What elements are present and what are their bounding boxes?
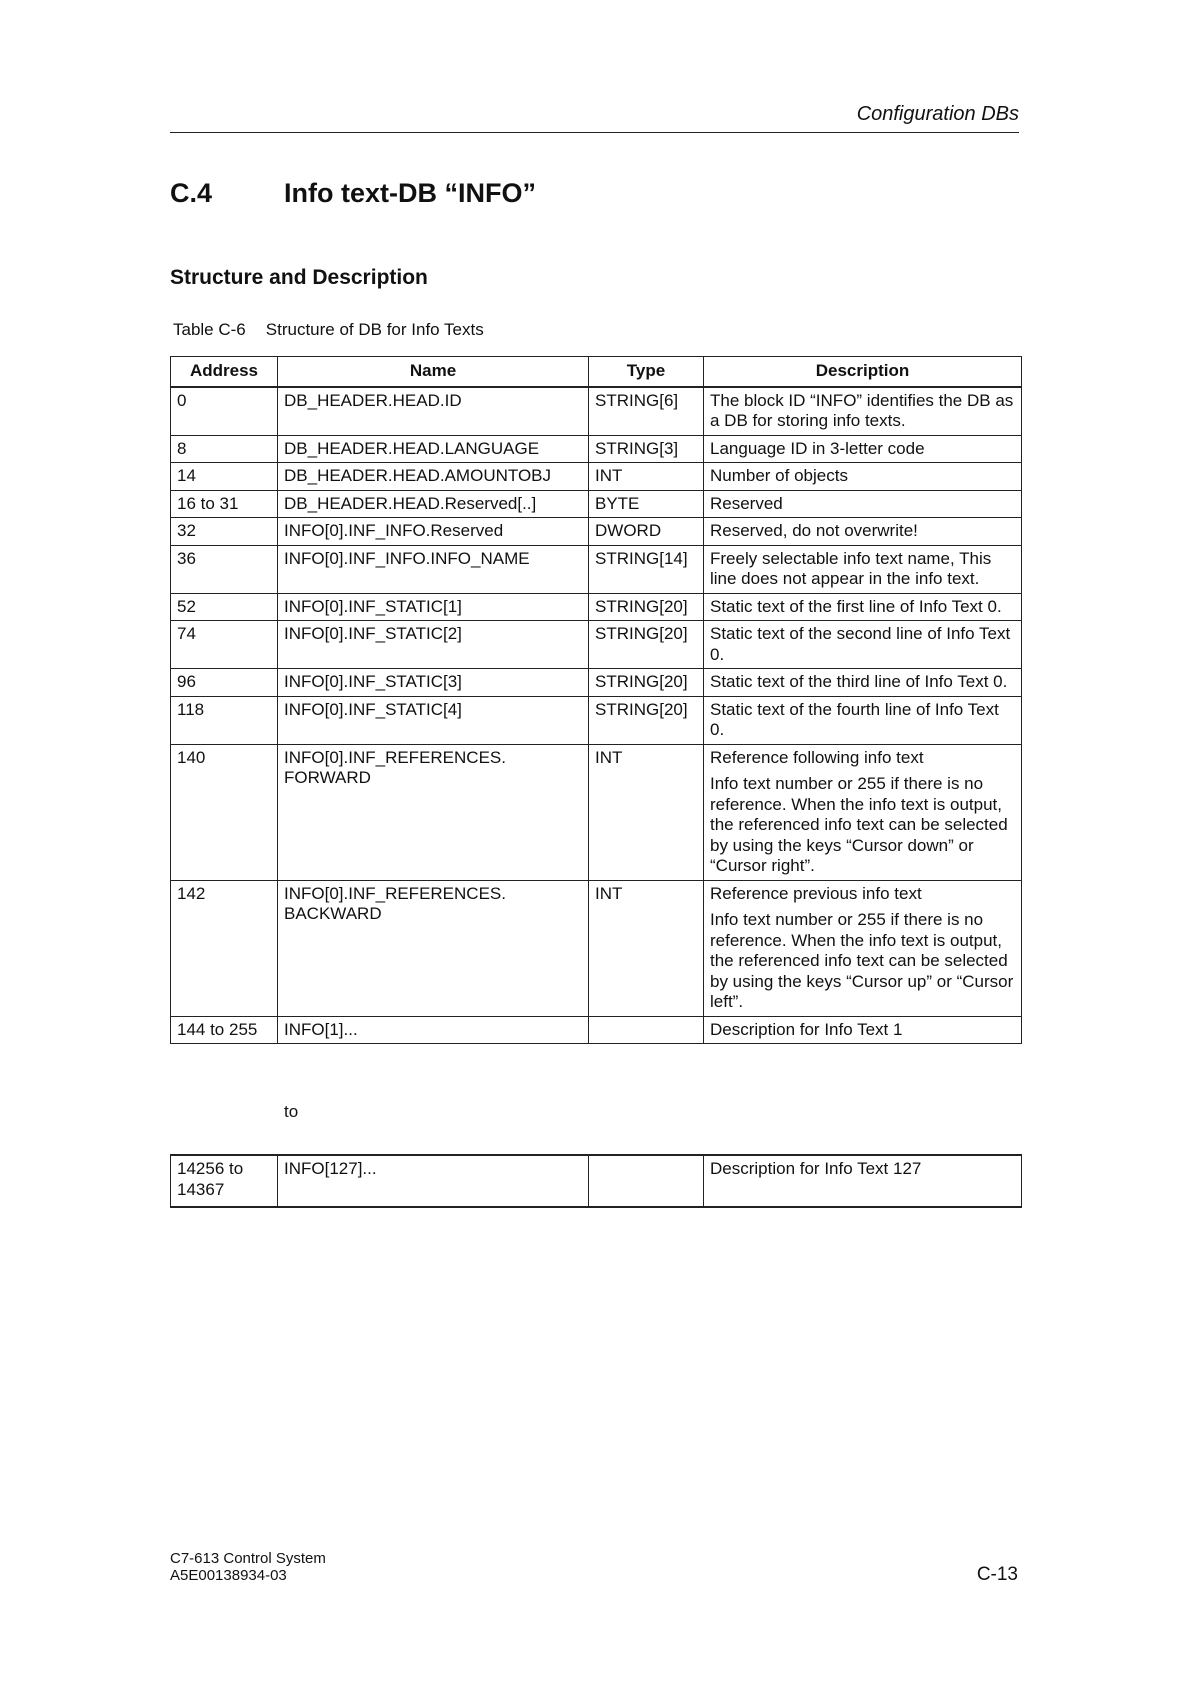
cell-address: 142 (171, 880, 278, 1016)
cell-type: INT (589, 744, 704, 880)
cell-type: STRING[20] (589, 621, 704, 669)
table-row (171, 545, 1022, 593)
cell-type: STRING[3] (589, 435, 704, 463)
table-row (171, 621, 1022, 669)
section-title: Info text-DB “INFO” (284, 178, 536, 208)
footer-product: C7-613 Control System (170, 1550, 326, 1567)
table-caption-title: Structure of DB for Info Texts (265, 320, 484, 339)
table-caption-label: Table C-6 (173, 320, 246, 339)
column-header-description: Description (704, 357, 1022, 387)
description-detail: Info text number or 255 if there is no reference. When the info text is output, the referenced info text can be selected by using the keys “Cursor up” or “Cursor left”. (710, 910, 1014, 1011)
table-row (171, 463, 1022, 491)
cell-address: 8 (171, 435, 278, 463)
table-row (171, 387, 1022, 436)
cell-name: INFO[1]... (278, 1016, 589, 1044)
info-db-table-end (170, 1154, 1022, 1208)
cell-name: INFO[0].INF_STATIC[3] (278, 669, 589, 697)
cell-description: Static text of the fourth line of Info Text 0. (704, 696, 1022, 744)
cell-description: Static text of the first line of Info Text 0. (704, 593, 1022, 621)
cell-address: 0 (171, 387, 278, 436)
cell-type: STRING[20] (589, 696, 704, 744)
cell-name: INFO[127]... (278, 1155, 589, 1207)
cell-type: STRING[6] (589, 387, 704, 436)
cell-description: Description for Info Text 1 (704, 1016, 1022, 1044)
cell-name: INFO[0].INF_STATIC[1] (278, 593, 589, 621)
cell-type: INT (589, 880, 704, 1016)
cell-type (589, 1155, 704, 1207)
description-detail: Info text number or 255 if there is no reference. When the info text is output, the referenced info text can be selected by using the keys “Cursor down” or “Cursor right”. (710, 774, 1008, 875)
info-db-table (170, 356, 1022, 1044)
cell-address: 52 (171, 593, 278, 621)
footer-doc-id: A5E00138934-03 (170, 1567, 287, 1584)
table-row (171, 880, 1022, 1016)
table-row (171, 518, 1022, 546)
cell-description: Language ID in 3-letter code (704, 435, 1022, 463)
cell-name: INFO[0].INF_STATIC[4] (278, 696, 589, 744)
cell-description: Reserved, do not overwrite! (704, 518, 1022, 546)
cell-description: Static text of the second line of Info Text 0. (704, 621, 1022, 669)
cell-address: 74 (171, 621, 278, 669)
table-row (171, 435, 1022, 463)
description-summary: Reference following info text (710, 747, 924, 767)
table-caption (173, 320, 484, 340)
range-separator: to (284, 1102, 299, 1121)
cell-description: Freely selectable info text name, This line does not appear in the info text. (704, 545, 1022, 593)
cell-address: 16 to 31 (171, 490, 278, 518)
cell-address: 144 to 255 (171, 1016, 278, 1044)
cell-address: 140 (171, 744, 278, 880)
cell-description: Number of objects (704, 463, 1022, 491)
cell-description (704, 744, 1022, 880)
table-row (171, 490, 1022, 518)
cell-name: INFO[0].INF_REFERENCES. FORWARD (278, 744, 589, 880)
cell-description: The block ID “INFO” identifies the DB as a DB for storing info texts. (704, 387, 1022, 436)
cell-type: STRING[20] (589, 593, 704, 621)
cell-name: INFO[0].INF_REFERENCES. BACKWARD (278, 880, 589, 1016)
subsection-heading: Structure and Description (170, 266, 428, 289)
cell-address: 14 (171, 463, 278, 491)
column-header-address: Address (171, 357, 278, 387)
table-row (171, 669, 1022, 697)
running-header: Configuration DBs (856, 103, 1019, 125)
table-row (171, 1155, 1022, 1207)
cell-type: INT (589, 463, 704, 491)
cell-type: STRING[14] (589, 545, 704, 593)
cell-address: 32 (171, 518, 278, 546)
cell-description: Reserved (704, 490, 1022, 518)
cell-type: BYTE (589, 490, 704, 518)
cell-type: DWORD (589, 518, 704, 546)
cell-name: INFO[0].INF_STATIC[2] (278, 621, 589, 669)
cell-address: 36 (171, 545, 278, 593)
section-number: C.4 (170, 178, 213, 208)
cell-name: INFO[0].INF_INFO.Reserved (278, 518, 589, 546)
table-row (171, 744, 1022, 880)
table-header-row (171, 357, 1022, 387)
footer-product-info (170, 1550, 326, 1584)
header-rule (170, 132, 1019, 133)
table-row (171, 1016, 1022, 1044)
cell-description: Static text of the third line of Info Text 0. (704, 669, 1022, 697)
cell-address: 14256 to 14367 (171, 1155, 278, 1207)
cell-name: DB_HEADER.HEAD.ID (278, 387, 589, 436)
table-row (171, 696, 1022, 744)
cell-name: DB_HEADER.HEAD.LANGUAGE (278, 435, 589, 463)
column-header-type: Type (589, 357, 704, 387)
cell-description: Description for Info Text 127 (704, 1155, 1022, 1207)
cell-description (704, 880, 1022, 1016)
page-number: C-13 (976, 1564, 1018, 1585)
cell-name: INFO[0].INF_INFO.INFO_NAME (278, 545, 589, 593)
cell-name: DB_HEADER.HEAD.Reserved[..] (278, 490, 589, 518)
description-summary: Reference previous info text (710, 883, 922, 903)
cell-type (589, 1016, 704, 1044)
column-header-name: Name (278, 357, 589, 387)
cell-address: 118 (171, 696, 278, 744)
table-row (171, 593, 1022, 621)
cell-address: 96 (171, 669, 278, 697)
cell-name: DB_HEADER.HEAD.AMOUNTOBJ (278, 463, 589, 491)
cell-type: STRING[20] (589, 669, 704, 697)
